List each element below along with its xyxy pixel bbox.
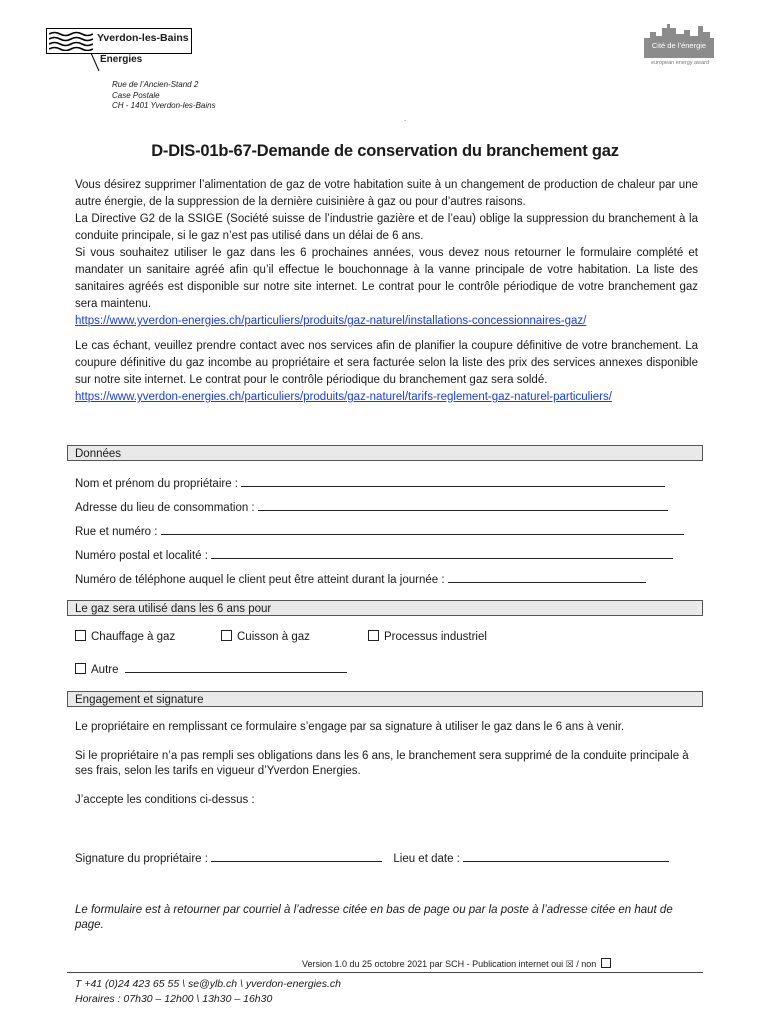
address-line: Case Postale <box>112 90 160 100</box>
owner-name-line[interactable] <box>241 475 665 487</box>
company-logo <box>46 28 192 54</box>
version-text: Version 1.0 du 25 octobre 2021 par SCH - Publication internet oui <box>302 959 564 969</box>
checkbox-label: Processus industriel <box>384 631 487 643</box>
consumption-address-field[interactable] <box>75 499 705 514</box>
postal-code-city-line[interactable] <box>211 547 673 559</box>
intro-paragraph: La Directive G2 de la SSIGE (Société suisse de l’industrie gazière et de l’eau) oblige la suppression du branchement à la conduite principale, si le gaz n’est pas utilisé dans un délai de 6 ans. <box>75 213 698 242</box>
checkbox-icon[interactable] <box>368 630 379 641</box>
phone-line[interactable] <box>448 571 646 583</box>
place-date-line[interactable] <box>463 850 669 862</box>
logo-name: Yverdon-les-Bains <box>97 32 189 44</box>
checkbox-label: Chauffage à gaz <box>91 631 176 643</box>
version-line <box>302 958 611 970</box>
checkbox-autre[interactable] <box>75 661 347 676</box>
checked-box-icon: ☒ <box>565 959 574 969</box>
footer-contact: T +41 (0)24 423 65 55 \ se@ylb.ch \ yverdon-energies.ch <box>75 978 342 990</box>
page-title: D-DIS-01b-67-Demande de conservation du branchement gaz <box>151 142 619 160</box>
intro-block <box>75 177 698 330</box>
consumption-address-line[interactable] <box>258 499 668 511</box>
dot-mark: . <box>404 114 407 123</box>
footer-divider <box>67 972 703 973</box>
section-header-usage: Le gaz sera utilisé dans les 6 ans pour <box>67 600 703 616</box>
non-label: / non <box>576 959 597 969</box>
badge-caption: european energy award <box>650 60 710 66</box>
checkbox-chauffage[interactable] <box>75 630 175 643</box>
coupure-paragraph: Le cas échant, veuillez prendre contact avec nos services afin de planifier la coupure définitive de votre branchement. La coupure définitive du gaz incombe au propriétaire et sera facturée selon la liste des prix des services annexes disponible sur notre site internet. Le contrat pour le contrôle périodique du branchement gaz sera soldé. <box>75 340 698 386</box>
postal-code-city-field[interactable] <box>75 547 705 562</box>
footer-hours: Horaires : 07h30 – 12h00 \ 13h30 – 16h30 <box>75 993 273 1005</box>
checkbox-icon[interactable] <box>75 630 86 641</box>
energy-city-badge <box>640 22 718 58</box>
engagement-paragraph: Le propriétaire en remplissant ce formulaire s’engage par sa signature à utiliser le gaz dans le 6 ans à venir. <box>75 721 625 733</box>
checkbox-label: Cuisson à gaz <box>237 631 310 643</box>
tarifs-link[interactable]: https://www.yverdon-energies.ch/particuliers/produits/gaz-naturel/tarifs-reglement-gaz-naturel-particuliers/ <box>75 391 612 403</box>
logo-subtitle: Énergies <box>100 54 143 65</box>
section-header-engagement: Engagement et signature <box>67 691 703 707</box>
field-label: Nom et prénom du propriétaire : <box>75 478 238 490</box>
field-label: Adresse du lieu de consommation : <box>75 502 255 514</box>
field-label: Rue et numéro : <box>75 526 158 538</box>
phone-field[interactable] <box>75 571 705 586</box>
field-label: Numéro de téléphone auquel le client peut être atteint durant la journée : <box>75 574 445 586</box>
checkbox-label: Autre <box>91 664 119 676</box>
owner-name-field[interactable] <box>75 475 705 490</box>
street-line[interactable] <box>161 523 684 535</box>
address-line: Rue de l’Ancien-Stand 2 <box>112 80 199 89</box>
sender-address <box>112 80 216 112</box>
checkbox-icon[interactable] <box>221 630 232 641</box>
checkbox-cuisson[interactable] <box>221 630 310 643</box>
concessionnaires-link[interactable]: https://www.yverdon-energies.ch/particuliers/produits/gaz-naturel/installations-concessionnaires-gaz/ <box>75 315 587 327</box>
city-skyline-icon <box>640 22 718 58</box>
obligation-paragraph: Si le propriétaire n’a pas rempli ses obligations dans les 6 ans, le branchement sera supprimé de la conduite principale à ses frais, selon les tarifs en vigueur d’Yverdon Energies. <box>75 750 689 777</box>
intro-paragraph: Vous désirez supprimer l’alimentation de gaz de votre habitation suite à un changement de production de chaleur par une autre énergie, de la suppression de la dernière cuisinière à gaz ou pour d’autres raisons. <box>75 179 698 208</box>
place-date-label: Lieu et date : <box>393 853 460 865</box>
coupure-block <box>75 338 698 406</box>
empty-box-icon <box>601 958 611 968</box>
footer <box>75 977 341 1007</box>
address-line: CH - 1401 Yverdon-les-Bains <box>112 101 216 110</box>
accept-conditions: J’accepte les conditions ci-dessus : <box>75 794 255 806</box>
badge-text: Cité de l’énergie <box>651 41 707 50</box>
section-header-donnees: Données <box>67 445 703 461</box>
return-note: Le formulaire est à retourner par courriel à l’adresse citée en bas de page ou par la poste à l’adresse citée en haut de page. <box>75 904 673 931</box>
autre-line[interactable] <box>125 661 347 673</box>
checkbox-icon[interactable] <box>75 663 86 674</box>
street-field[interactable] <box>75 523 705 538</box>
checkbox-processus[interactable] <box>368 630 487 643</box>
intro-paragraph: Si vous souhaitez utiliser le gaz dans les 6 prochaines années, vous devez nous retourner le formulaire complété et mandater un sanitaire agréé afin qu’il effectue le bouchonnage à la vanne principale de votre habitation. La liste des sanitaires agréés est disponible sur notre site internet. Le contrat pour le contrôle périodique de votre branchement gaz sera maintenu. <box>75 247 698 310</box>
signature-row <box>75 850 705 865</box>
field-label: Numéro postal et localité : <box>75 550 208 562</box>
signature-label: Signature du propriétaire : <box>75 853 208 865</box>
signature-line[interactable] <box>211 850 382 862</box>
waves-icon <box>49 31 93 51</box>
